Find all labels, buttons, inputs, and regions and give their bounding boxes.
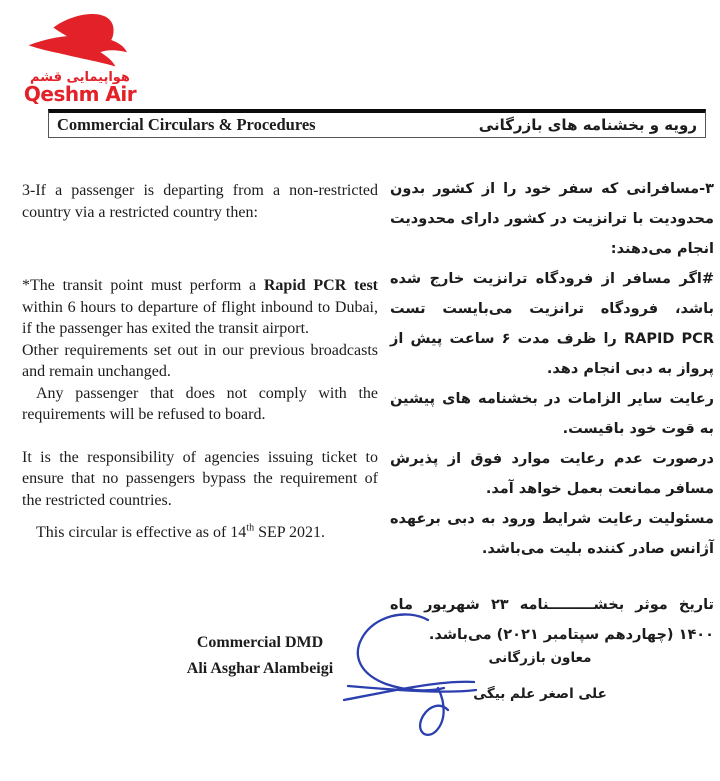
paragraph-fa-agency-responsibility: مسئولیت رعایت شرایط ورود به دبی برعهده آژانس صادر کننده بلیت می‌باشد.: [390, 511, 714, 557]
signatory-english: [184, 634, 336, 678]
header-title-english: Commercial Circulars & Procedures: [57, 115, 316, 134]
paragraph-en-transit-rule: [22, 275, 378, 340]
paragraph-fa-effective-date: تاریخ موثر بخشـــــــــنامه ۲۳ شهریور ماه ۱۴۰۰ (چهاردهم سپتامبر ۲۰۲۱) می‌باشد.: [390, 597, 715, 643]
logo-brand-farsi: هواپیمایی قشم: [30, 70, 130, 85]
header-bar: [48, 109, 706, 138]
signatory-role-english: Commercial DMD: [196, 634, 324, 651]
signatory-name-farsi: علی اصغر علم بیگی: [473, 686, 607, 702]
text-segment: *The transit point must perform a: [22, 277, 264, 294]
paragraph-en-refusal: Any passenger that does not comply with the requirements will be refused to board.: [22, 384, 378, 423]
signatory-farsi: [468, 650, 612, 702]
signatory-role-farsi: معاون بازرگانی: [488, 650, 592, 666]
text-segment: within 6 hours to departure of flight inbound to Dubai, if the passenger has exited the transit airport.: [22, 298, 378, 337]
paragraph-fa-refusal: درصورت عدم رعایت موارد فوق از پذیرش مسافر ممانعت بعمل خواهد آمد.: [390, 451, 714, 497]
farsi-column: [390, 174, 714, 650]
logo-brand-english: Qeshm Air: [23, 82, 137, 106]
paragraph-fa-other-requirements: رعایت سایر الزامات در بخشنامه های پیشین به قوت خود باقیست.: [390, 391, 714, 437]
text-segment: SEP 2021.: [254, 524, 326, 541]
english-column: [22, 180, 378, 544]
ordinal-superscript: th: [246, 522, 255, 534]
text-segment-bold: Rapid PCR test: [263, 277, 378, 294]
paragraph-en-intro: 3-If a passenger is departing from a non-restricted country via a restricted country then:: [22, 182, 378, 221]
header-title-farsi: رویه و بخشنامه های بازرگانی: [478, 116, 697, 134]
paragraph-en-agency-responsibility: It is the responsibility of agencies issuing ticket to ensure that no passengers bypass the requirement of the restricted countries.: [22, 448, 378, 509]
signature-ink-icon: [336, 608, 484, 746]
paragraph-fa-intro: ۳-مسافرانی که سفر خود را از کشور بدون محدودیت با ترانزیت در کشور دارای محدودیت انجام می‌دهند:: [390, 181, 714, 257]
paragraph-fa-transit-rule: #اگر مسافر از فرودگاه ترانزیت خارج شده باشد، فرودگاه ترانزیت می‌بایست تست RAPID PCR را ظرف مدت ۶ ساعت پیش از پرواز به دبی انجام دهد.: [390, 271, 714, 377]
logo: [12, 8, 148, 105]
paragraph-en-other-requirements: Other requirements set out in our previous broadcasts and remain unchanged.: [22, 341, 378, 380]
paragraph-en-effective-date: [22, 522, 378, 544]
text-segment: This circular is effective as of 14: [36, 524, 247, 541]
qeshm-air-logo-icon: [24, 8, 136, 70]
signatory-name-english: Ali Asghar Alambeigi: [186, 660, 334, 677]
